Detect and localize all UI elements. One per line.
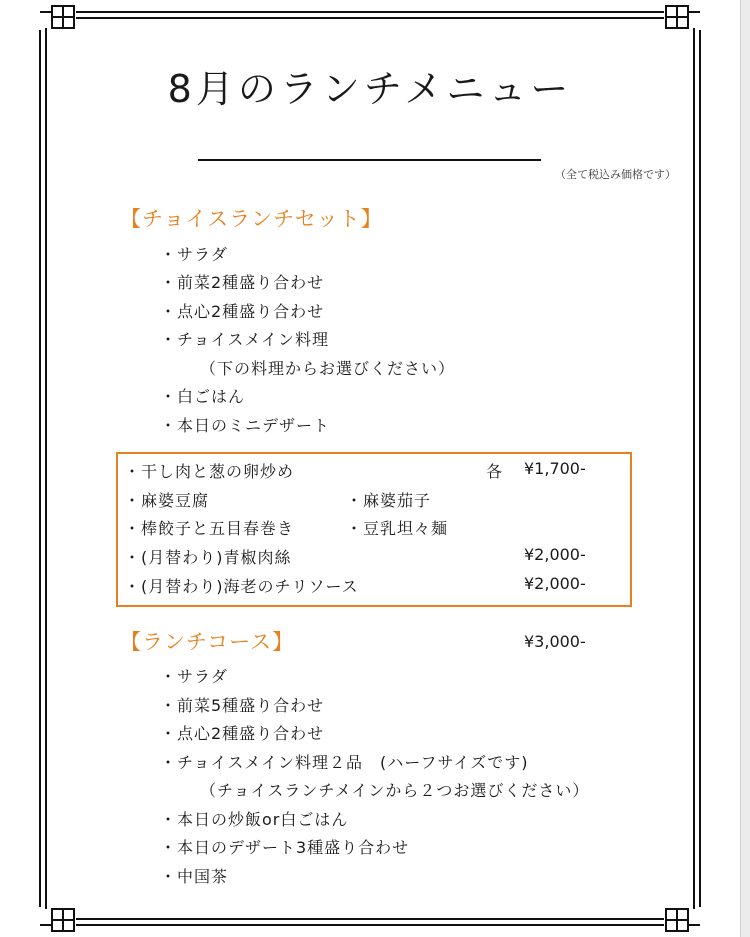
course-note: （チョイスランチメインから２つお選びください） xyxy=(200,781,590,800)
main-dish-price: ¥2,000- xyxy=(524,545,586,564)
main-dish-item: ・干し肉と葱の卵炒め xyxy=(124,462,295,481)
main-dish-item: ・豆乳坦々麺 xyxy=(346,519,449,538)
choice-set-item: ・点心2種盛り合わせ xyxy=(160,302,325,321)
choice-set-item: ・サラダ xyxy=(160,245,228,264)
tax-note: （全て税込み価格です） xyxy=(555,168,676,181)
course-item: ・サラダ xyxy=(160,667,228,686)
page-title: 8月のランチメニュー xyxy=(167,67,573,111)
course-item: ・中国茶 xyxy=(160,867,229,886)
main-dish-price: ¥2,000- xyxy=(524,574,586,593)
course-item: ・前菜5種盛り合わせ xyxy=(160,696,325,715)
main-dish-item: ・(月替わり)青椒肉絲 xyxy=(124,548,292,567)
choice-set-note: （下の料理からお選びください） xyxy=(200,359,456,378)
course-item: ・チョイスメイン料理２品 (ハーフサイズです) xyxy=(160,753,529,772)
course-item: ・本日のデザート3種盛り合わせ xyxy=(160,838,410,857)
main-dish-price: ¥1,700- xyxy=(524,459,586,478)
corner-ornament-bottom-right xyxy=(666,897,700,931)
course-item: ・点心2種盛り合わせ xyxy=(160,724,325,743)
each-label: 各 xyxy=(486,462,503,481)
main-dish-item: ・麻婆茄子 xyxy=(346,491,432,510)
choice-set-item: ・白ごはん xyxy=(160,387,246,406)
course-item: ・本日の炒飯or白ごはん xyxy=(160,810,349,829)
choice-set-heading: 【チョイスランチセット】 xyxy=(120,207,383,231)
corner-ornament-top-right xyxy=(666,6,700,40)
choice-set-item: ・本日のミニデザート xyxy=(160,416,331,435)
corner-ornament-bottom-left xyxy=(40,897,74,931)
choice-set-item: ・チョイスメイン料理 xyxy=(160,330,330,349)
main-dish-item: ・棒餃子と五目春巻き xyxy=(124,519,295,538)
main-dish-item: ・(月替わり)海老のチリソース xyxy=(124,577,359,596)
course-price: ¥3,000- xyxy=(524,632,586,651)
title-divider xyxy=(198,159,541,161)
course-heading: 【ランチコース】 xyxy=(120,630,295,654)
main-dish-item: ・麻婆豆腐 xyxy=(124,491,210,510)
corner-ornament-top-left xyxy=(40,6,74,40)
choice-set-item: ・前菜2種盛り合わせ xyxy=(160,273,325,292)
